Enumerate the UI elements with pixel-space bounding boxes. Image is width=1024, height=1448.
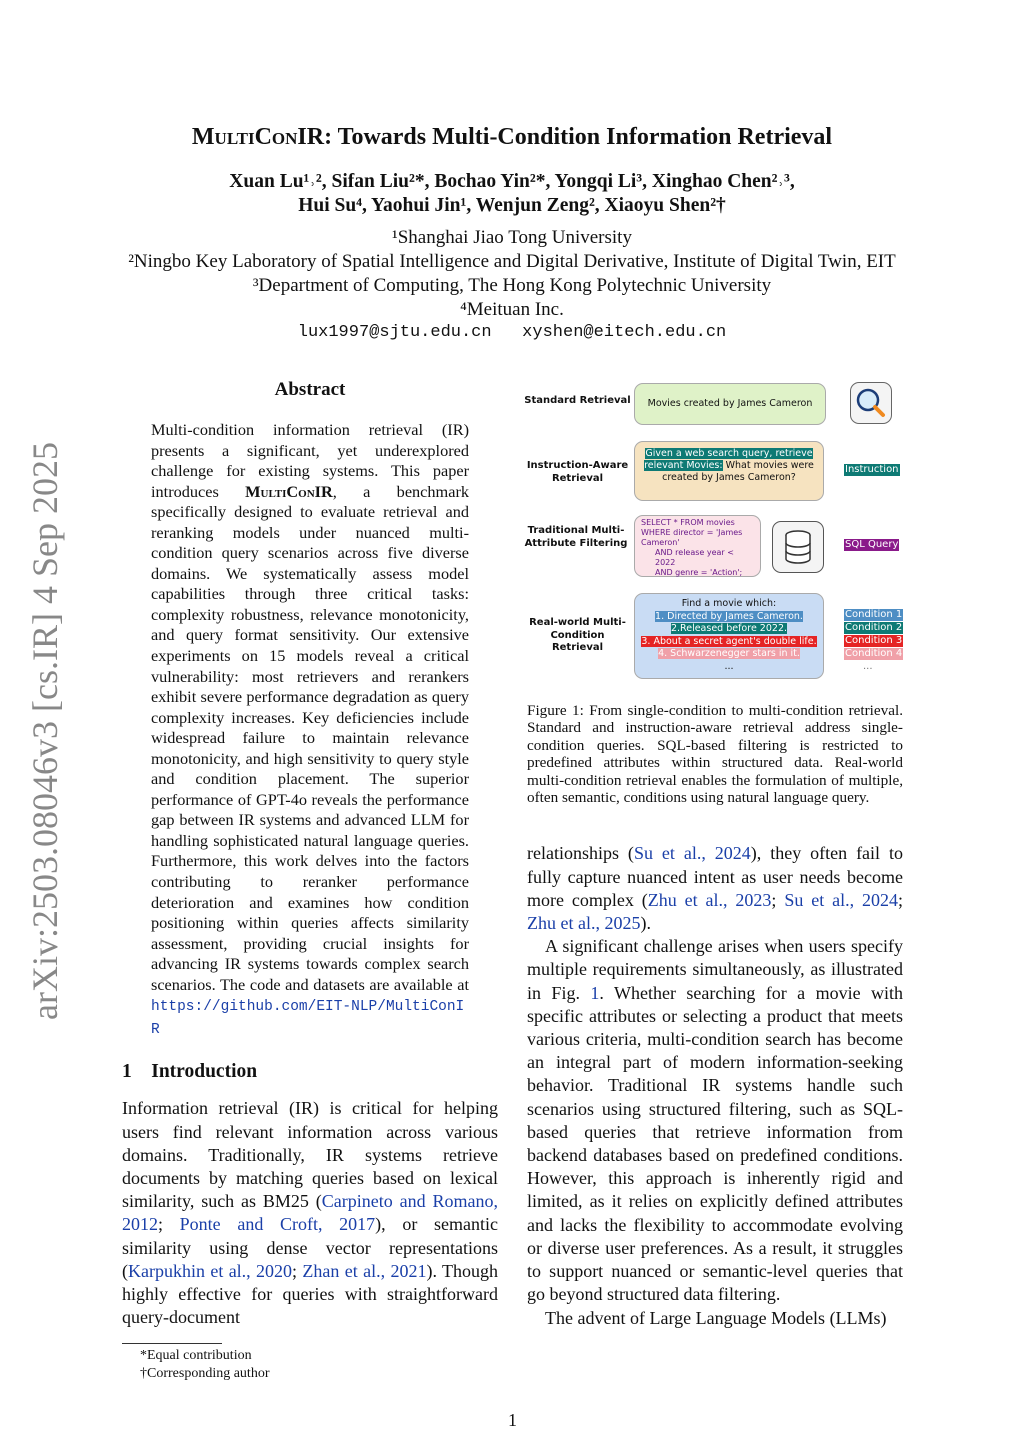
condition-3: 3. About a secret agent's double life. [641, 635, 817, 647]
code-link[interactable]: https://github.com/EIT-NLP/MultiConIR [151, 999, 465, 1038]
sql-line: AND genre = 'Action'; [655, 568, 743, 577]
figure-caption: Figure 1: From single-condition to multi-condition retrieval. Standard and instruction-aware retrieval address single-condition queries. SQL-based filtering is restricted to predefined attributes within structured data. Real-world multi-condition retrieval enables the formulation of multiple, often semantic, conditions using natural language query. [527, 702, 903, 807]
query-header: Find a movie which: [681, 598, 777, 609]
figure-1 [520, 375, 910, 690]
title-rest: : Towards Multi-Condition Information Retrieval [324, 124, 833, 150]
sql-query-box [634, 515, 761, 577]
abstract-heading: Abstract [274, 379, 346, 400]
right-column [524, 378, 904, 1330]
text: ), or semantic similarity using dense vector representations ( [122, 1214, 498, 1281]
sql-line: WHERE director = 'James Cameron' [641, 528, 743, 547]
footnote-rule [122, 1343, 222, 1344]
citation-link[interactable]: Karpukhin et al., 2020 [128, 1260, 293, 1281]
emails: lux1997@sjtu.edu.cn xyshen@eitech.edu.cn [297, 323, 727, 342]
citation-link[interactable]: Su et al., 2024 [784, 889, 898, 910]
figure-ref-link[interactable]: 1 [590, 982, 600, 1003]
ellipsis: ... [724, 660, 734, 672]
text: A significant challenge arises when users specify multiple requirements simultaneously, as illustrated in Fig. [527, 936, 903, 1003]
text: ), they often fail to fully capture nuanced intent as user needs become more complex ( [527, 843, 903, 910]
affiliation: ¹Shanghai Jiao Tong University [392, 227, 632, 248]
citation-link[interactable]: Zhan et al., 2021 [302, 1260, 427, 1281]
authors-line-2: Hui Su⁴, Yaohui Jin¹, Wenjun Zeng², Xiaoyu Shen²† [298, 195, 726, 216]
text: ; [897, 889, 903, 910]
text: ). [640, 913, 651, 934]
paper-title [0, 124, 1024, 151]
row-label: Instruction-Aware Retrieval [526, 460, 629, 484]
footnote-equal: *Equal contribution [140, 1348, 252, 1364]
sql-line: AND release year < 2022 [655, 548, 734, 567]
citation-link[interactable]: Ponte and Croft, 2017 [179, 1214, 376, 1235]
column-row [122, 378, 903, 1383]
abstract-body [151, 420, 469, 1040]
text: ; [292, 1260, 303, 1281]
section-heading-introduction: 1 Introduction [122, 1061, 258, 1083]
paragraph [527, 842, 903, 935]
two-column-body [122, 378, 903, 1431]
text: ). Though highly effective for queries with straightforward query-document [122, 1260, 498, 1328]
citation-link[interactable]: Zhu et al., 2025 [527, 913, 641, 934]
sql-query-tag: SQL Query [845, 539, 899, 550]
paragraph: The advent of Large Language Models (LLMs) [545, 1307, 887, 1328]
text: ; [771, 889, 785, 910]
sql-line: SELECT * FROM movies [641, 518, 735, 527]
condition-4-tag: Condition 4 [845, 648, 903, 659]
condition-1-tag: Condition 1 [845, 609, 903, 620]
instruction-tag: Instruction [845, 464, 899, 475]
introduction-paragraph [122, 1097, 498, 1329]
search-magnifier-icon [850, 382, 892, 424]
row-label: Real-world Multi-Condition Retrieval [529, 617, 626, 653]
row-label: Standard Retrieval [524, 395, 631, 406]
condition-2: 2.Released before 2022. [670, 623, 788, 634]
page-number: 1 [508, 1410, 517, 1431]
citation-link[interactable]: Carpineto and Romano, 2012 [122, 1191, 498, 1235]
affiliation: ³Department of Computing, The Hong Kong Polytechnic University [252, 275, 772, 296]
paragraph [527, 935, 903, 1306]
condition-3-tag: Condition 3 [845, 635, 903, 646]
database-icon [772, 521, 824, 573]
instruction-query-box [634, 441, 824, 501]
instruction-highlight: Given a web search query, retrieve relevant Movies: [644, 448, 813, 471]
authors [0, 170, 1024, 218]
condition-4: 4. Schwarzenegger stars in it. [658, 648, 800, 659]
instruction-query-text: What movies were created by James Cameron? [662, 460, 814, 483]
text: Information retrieval (IR) is critical for helping users find relevant information across various domains. Traditionally, IR systems retrieve documents by matching queries based on lexical similarity, such as BM25 ( [122, 1098, 498, 1212]
multi-condition-query-box [634, 593, 824, 679]
row-label: Traditional Multi-Attribute Filtering [524, 525, 628, 549]
affiliations [0, 226, 1024, 322]
right-column-text [527, 842, 903, 1329]
citation-link[interactable]: Zhu et al., 2023 [647, 889, 772, 910]
affiliation: ²Ningbo Key Laboratory of Spatial Intelligence and Digital Derivative, Institute of Digital Twin, EIT [128, 251, 896, 272]
arxiv-watermark: arXiv:2503.08046v3 [cs.IR] 4 Sep 2025 [25, 442, 65, 1020]
benchmark-name: MultiConIR [245, 481, 333, 501]
footnote-corresponding: †Corresponding author [140, 1366, 270, 1382]
authors-line-1: Xuan Lu¹˒², Sifan Liu²*, Bochao Yin²*, Yongqi Li³, Xinghao Chen²˒³, [229, 171, 795, 192]
affiliation: ⁴Meituan Inc. [460, 299, 564, 320]
citation-link[interactable]: Su et al., 2024 [633, 843, 751, 864]
text: relationships ( [527, 843, 634, 864]
title-benchmark-name: MultiConIR [191, 124, 325, 150]
condition-2-tag: Condition 2 [845, 622, 903, 633]
text: . Whether searching for a movie with specific attributes or selecting a product that meets various criteria, multi-condition search has become an integral part of modern information-seeking behavior. Traditional IR systems handle such scenarios using structured filtering, such as SQL-based queries that retrieve information from backend databases based on predefined conditions. However, this approach is inherently rigid and limited, as it relies on explicitly defined attributes and lacks the flexibility to accommodate evolving or diverse user preferences. As a result, it struggles to support nuanced or semantic-level queries that go beyond structured data filtering. [527, 982, 904, 1305]
left-column [122, 378, 498, 1383]
abstract-text: , a benchmark specifically designed to evaluate retrieval and reranking models under nuanced multi-condition query scenarios across five diverse domains. We systematically assess model capabilities through three critical tasks: complexity robustness, relevance monotonicity, and query format sensitivity. Our extensive experiments on 15 models reveal a critical vulnerability: most retrievers and rerankers exhibit severe performance degradation as query complexity increases. Key deficiencies include widespread failure to maintain relevance monotonicity, and high sensitivity to query style and condition placement. The superior performance of GPT-4o reveals the performance gap between IR systems and advanced LLM for handling sophisticated natural language queries. Furthermore, this work delves into the factors contributing to reranker performance deterioration and examines how condition positioning within queries affects similarity assessment, providing crucial insights for advancing IR systems towards complex search scenarios. The code and datasets are available at [151, 481, 470, 994]
text: ; [158, 1214, 180, 1235]
condition-1: 1. Directed by James Cameron. [655, 610, 803, 622]
ellipsis: ... [863, 661, 873, 672]
standard-query-box: Movies created by James Cameron [634, 383, 826, 425]
abstract-text: Multi-condition information retrieval (IR) presents a significant, yet underexplored challenge for existing systems. This paper introduces [151, 420, 469, 501]
